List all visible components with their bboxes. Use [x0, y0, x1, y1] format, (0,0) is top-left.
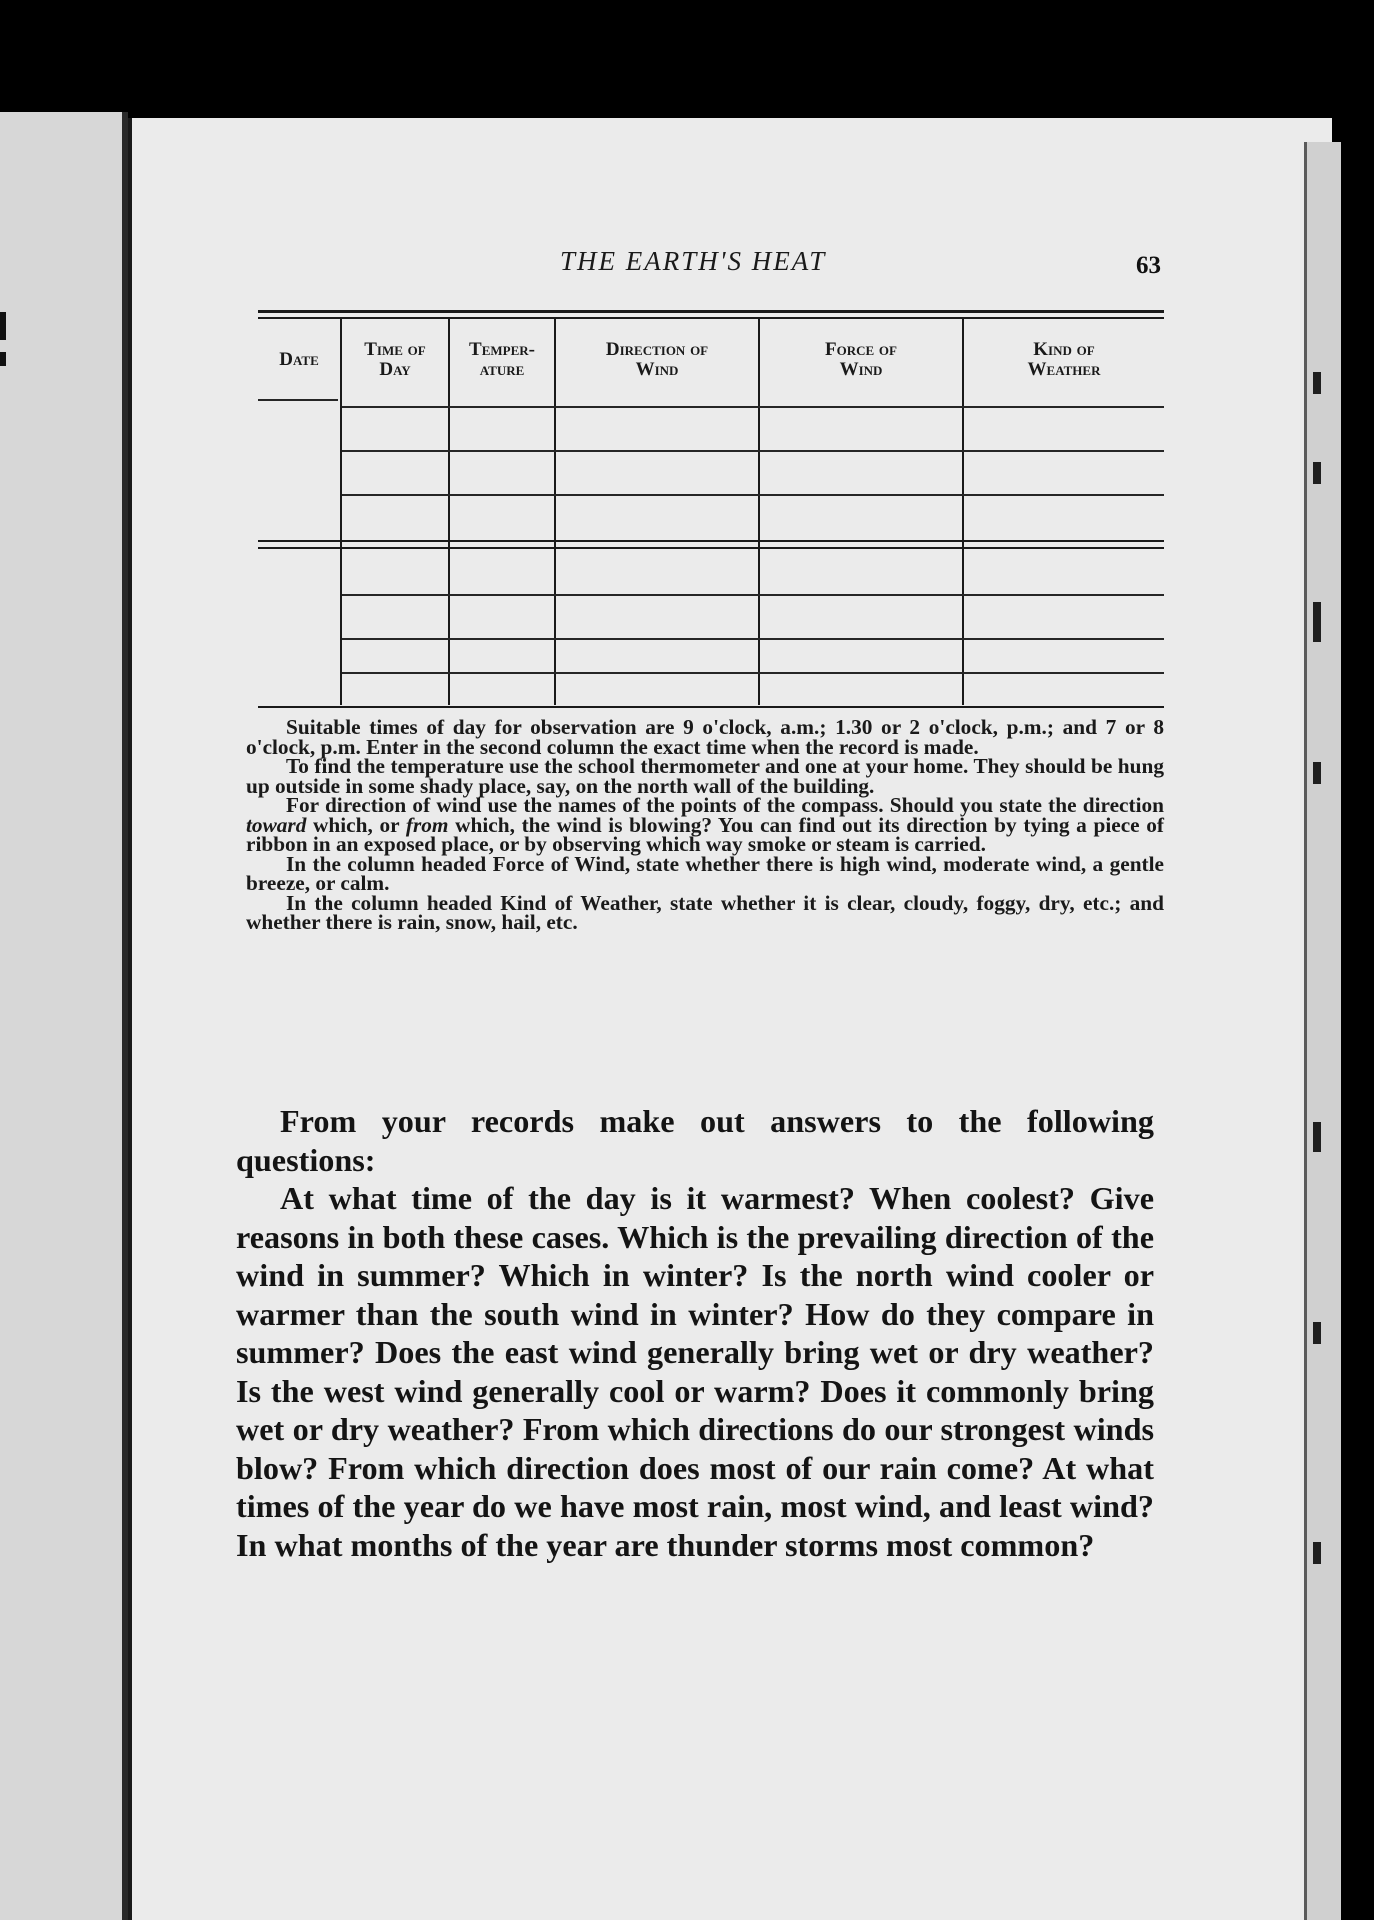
- edge-mark: [1313, 602, 1321, 642]
- edge-mark: [1313, 1322, 1321, 1344]
- table-top-rule-inner: [258, 317, 1164, 319]
- entry-row-line: [342, 494, 1164, 496]
- header-underline: [342, 406, 1164, 408]
- entry-row-line: [342, 638, 1164, 640]
- column-header-date: Date: [279, 349, 319, 370]
- column-header-time-of-day: Time of Day: [364, 339, 426, 380]
- page-number: 63: [1136, 252, 1161, 279]
- edge-mark: [1313, 372, 1321, 394]
- instruction-paragraph: Suitable times of day for observation are 9 o'clock, a.m.; 1.30 or 2 o'clock, p.m.; and 7 or 8 o'clock, p.m. Enter in the second column the exact time when the record is made.: [246, 715, 1164, 759]
- entry-row-line: [342, 672, 1164, 674]
- emphasis-from: from: [405, 812, 449, 837]
- instruction-paragraph: In the column headed Kind of Weather, state whether it is clear, cloudy, foggy, dry, etc.; and whether there is rain, snow, hail, etc.: [246, 890, 1164, 934]
- entry-row-line: [342, 594, 1164, 596]
- table-middle-rule-inner: [258, 547, 1164, 549]
- emphasis-toward: toward: [246, 812, 307, 837]
- table-bottom-rule: [258, 706, 1164, 708]
- date-header-underline: [258, 399, 338, 401]
- table-top-rule: [258, 310, 1164, 313]
- questions-list: At what time of the day is it warmest? When coolest? Give reasons in both these cases. Which is the prevailing direction of the wind in summer? Which in winter? Is the north wind cooler or warmer than the south wind in winter? How do they compare in summer? Does the east wind generally bring wet or dry weather? Is the west wind generally cool or warm? Does it commonly bring wet or dry weather? From which directions do our strongest winds blow? From which direction does most of our rain come? At what times of the year do we have most rain, most wind, and least wind? In what months of the year are thunder storms most common?: [236, 1180, 1154, 1563]
- entry-row-line: [342, 450, 1164, 452]
- column-header-temperature: Temper- ature: [469, 339, 535, 380]
- column-header-kind-of-weather: Kind of Weather: [1027, 339, 1101, 380]
- edge-mark: [1313, 1122, 1321, 1152]
- edge-mark: [1313, 762, 1321, 784]
- instruction-paragraph: [246, 793, 1165, 856]
- binding-edge: [1304, 142, 1341, 1920]
- instruction-paragraph: In the column headed Force of Wind, state whether there is high wind, moderate wind, a gentle breeze, or calm.: [246, 851, 1164, 895]
- running-header: THE EARTH'S HEAT: [560, 246, 827, 276]
- column-header-force-of-wind: Force of Wind: [825, 339, 897, 380]
- previous-page-edge: [0, 112, 128, 1920]
- edge-mark: [1313, 1542, 1321, 1564]
- instruction-text-part: which, the wind is blowing? You can find out its direction by tying a piece of ribbon in an exposed place, or by observing which way smoke or steam is carried.: [246, 812, 1165, 856]
- column-header-direction-of-wind: Direction of Wind: [605, 339, 709, 380]
- instruction-text-part: which, or: [306, 812, 406, 837]
- print-mark: [0, 312, 6, 340]
- instructions-text: [246, 715, 1165, 934]
- edge-mark: [1313, 462, 1321, 484]
- table-middle-rule: [258, 540, 1164, 542]
- weather-record-table: [258, 310, 1164, 708]
- questions-text: [236, 1102, 1154, 1564]
- instruction-text-part: For direction of wind use the names of the points of the compass. Should you state the direction: [286, 793, 1164, 817]
- print-mark: [0, 352, 6, 366]
- instruction-paragraph: To find the temperature use the school thermometer and one at your home. They should be hung up outside in some shady place, say, on the north wall of the building.: [246, 754, 1164, 798]
- questions-intro: From your records make out answers to the following questions:: [236, 1103, 1154, 1178]
